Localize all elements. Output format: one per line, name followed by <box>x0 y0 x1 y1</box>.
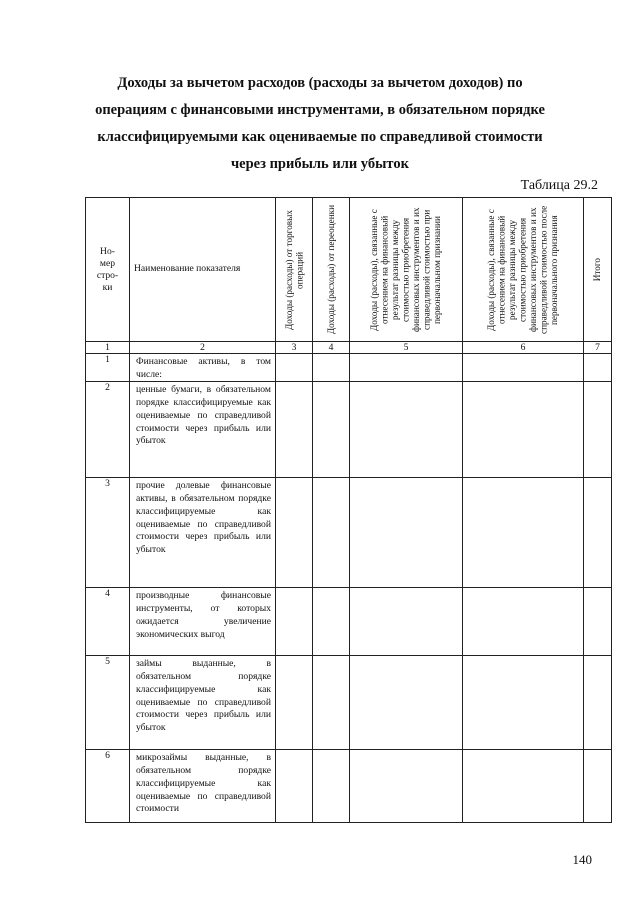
data-table <box>85 197 612 823</box>
cell <box>276 656 313 750</box>
cell <box>584 354 612 382</box>
header-name: Наименование показателя <box>130 198 276 342</box>
page-number: 140 <box>572 852 592 867</box>
row-name: ценные бумаги, в обязательном порядке классифицируемые как оцениваемые по справедливой стоимости через прибыль или убыток <box>130 382 276 478</box>
document-title <box>60 70 580 178</box>
column-number: 1 <box>86 342 130 354</box>
cell <box>313 656 350 750</box>
column-number: 2 <box>130 342 276 354</box>
header-row <box>86 198 612 342</box>
cell <box>584 750 612 823</box>
table-row <box>86 750 612 823</box>
cell <box>463 750 584 823</box>
cell <box>350 656 463 750</box>
column-number: 6 <box>463 342 584 354</box>
cell <box>276 382 313 478</box>
cell <box>276 354 313 382</box>
column-number: 4 <box>313 342 350 354</box>
cell <box>313 588 350 656</box>
title-line-3: классифицируемыми как оцениваемые по справедливой стоимости <box>97 129 543 145</box>
column-number: 3 <box>276 342 313 354</box>
cell <box>584 656 612 750</box>
cell <box>463 478 584 588</box>
cell <box>350 588 463 656</box>
cell <box>584 588 612 656</box>
table-row <box>86 588 612 656</box>
row-name: прочие долевые финансовые активы, в обязательном порядке классифицируемые как оцениваемые по справедливой стоимости через прибыль или убыток <box>130 478 276 588</box>
row-number: 3 <box>86 478 130 588</box>
row-number: 1 <box>86 354 130 382</box>
cell <box>584 478 612 588</box>
table-label: Таблица 29.2 <box>520 178 598 193</box>
row-number: 2 <box>86 382 130 478</box>
cell <box>463 354 584 382</box>
row-name: займы выданные, в обязательном порядке классифицируемые как оцениваемые по справедливой стоимости через прибыль или убыток <box>130 656 276 750</box>
cell <box>276 750 313 823</box>
cell <box>313 750 350 823</box>
table-row <box>86 354 612 382</box>
column-number-row <box>86 342 612 354</box>
header-col4: Доходы (расходы) от переоценки <box>313 198 350 342</box>
cell <box>463 382 584 478</box>
header-col7: Итого <box>584 198 612 342</box>
cell <box>313 478 350 588</box>
column-number: 5 <box>350 342 463 354</box>
table-row <box>86 478 612 588</box>
row-number: 6 <box>86 750 130 823</box>
header-col3: Доходы (расходы) от торговых операций <box>276 198 313 342</box>
cell <box>276 588 313 656</box>
cell <box>584 382 612 478</box>
row-number: 4 <box>86 588 130 656</box>
cell <box>350 478 463 588</box>
header-col6: Доходы (расходы), связанные с отнесением на финансовый результат разницы между стоимостью приобретения финансовых инструментов и их справедливой стоимостью после первоначального признания <box>463 198 584 342</box>
cell <box>463 656 584 750</box>
row-name: микрозаймы выданные, в обязательном порядке классифицируемые как оцениваемые по справедливой стоимости <box>130 750 276 823</box>
row-name: Финансовые активы, в том числе: <box>130 354 276 382</box>
title-line-4: через прибыль или убыток <box>231 156 409 172</box>
cell <box>313 354 350 382</box>
table-row <box>86 656 612 750</box>
header-row-number: Но- мер стро- ки <box>86 198 130 342</box>
cell <box>350 750 463 823</box>
cell <box>463 588 584 656</box>
cell <box>313 382 350 478</box>
title-line-1: Доходы за вычетом расходов (расходы за вычетом доходов) по <box>117 75 523 91</box>
column-number: 7 <box>584 342 612 354</box>
row-name: производные финансовые инструменты, от которых ожидается увеличение экономических выгод <box>130 588 276 656</box>
table-row <box>86 382 612 478</box>
cell <box>276 478 313 588</box>
cell <box>350 354 463 382</box>
row-number: 5 <box>86 656 130 750</box>
title-line-2: операциям с финансовыми инструментами, в обязательном порядке <box>95 102 545 118</box>
cell <box>350 382 463 478</box>
header-col5: Доходы (расходы), связанные с отнесением на финансовый результат разницы между стоимостью приобретения финансовых инструментов и их справедливой стоимостью при первоначальном признании <box>350 198 463 342</box>
